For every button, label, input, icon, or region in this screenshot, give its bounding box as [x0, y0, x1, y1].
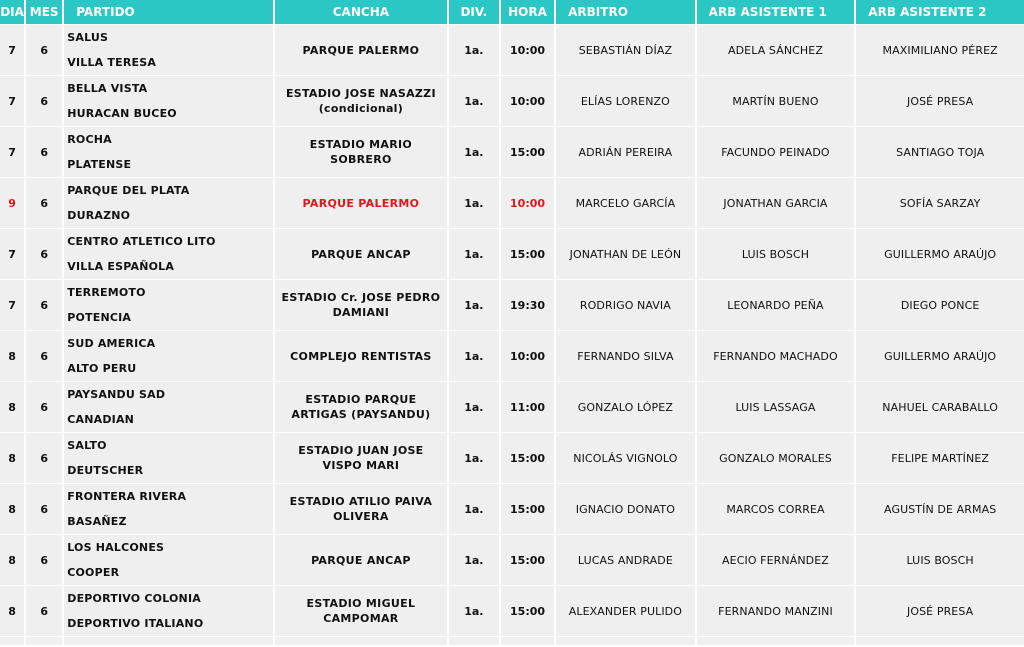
cancha-cell: PARQUE ANCAP [275, 229, 447, 280]
arbitro-cell: NICOLÁS VIGNOLO [556, 433, 695, 484]
empty-cell [501, 637, 554, 646]
partido-cell [64, 331, 273, 382]
mes-cell: 6 [26, 127, 62, 178]
asistente-2-cell: MAXIMILIANO PÉREZ [856, 25, 1024, 76]
dia-cell: 9 [0, 178, 24, 229]
empty-cell [64, 637, 273, 646]
cancha-cell: COMPLEJO RENTISTAS [275, 331, 447, 382]
cancha-cell: ESTADIO PARQUE ARTIGAS (PAYSANDU) [275, 382, 447, 433]
away-team: VILLA TERESA [67, 56, 157, 69]
mes-cell: 6 [26, 229, 62, 280]
mes-cell: 6 [26, 586, 62, 637]
table-row [0, 586, 1024, 637]
mes-cell: 6 [26, 25, 62, 76]
arbitro-cell: FERNANDO SILVA [556, 331, 695, 382]
header-asistente-1: ARB ASISTENTE 1 [697, 0, 855, 25]
table-row [0, 535, 1024, 586]
arbitro-cell: MARCELO GARCÍA [556, 178, 695, 229]
away-team: DURAZNO [67, 209, 131, 222]
mes-cell: 6 [26, 331, 62, 382]
home-team: LOS HALCONES [67, 541, 165, 554]
hora-cell: 10:00 [501, 331, 554, 382]
partido-cell [64, 178, 273, 229]
partido-cell [64, 484, 273, 535]
table-row [0, 229, 1024, 280]
asistente-2-cell: JOSÉ PRESA [856, 76, 1024, 127]
hora-cell: 15:00 [501, 229, 554, 280]
partido-cell [64, 25, 273, 76]
table-row [0, 433, 1024, 484]
header-hora: HORA [501, 0, 554, 25]
home-team: PAYSANDU SAD [67, 388, 166, 401]
cancha-cell: ESTADIO JOSE NASAZZI (condicional) [275, 76, 447, 127]
div-cell: 1a. [449, 382, 499, 433]
empty-cell [556, 637, 695, 646]
table-row [0, 25, 1024, 76]
arbitro-cell: ADRIÁN PEREIRA [556, 127, 695, 178]
asistente-1-cell: LEONARDO PEÑA [697, 280, 855, 331]
away-team: CANADIAN [67, 413, 135, 426]
empty-cell [0, 637, 24, 646]
cancha-cell: ESTADIO MIGUEL CAMPOMAR [275, 586, 447, 637]
mes-cell: 6 [26, 535, 62, 586]
dia-cell: 7 [0, 127, 24, 178]
cancha-cell: ESTADIO JUAN JOSE VISPO MARI [275, 433, 447, 484]
partido-cell [64, 433, 273, 484]
table-row [0, 76, 1024, 127]
dia-cell: 8 [0, 484, 24, 535]
away-team: COOPER [67, 566, 120, 579]
empty-cell [856, 637, 1024, 646]
asistente-1-cell: FACUNDO PEINADO [697, 127, 855, 178]
home-team: SALUS [67, 31, 109, 44]
partido-cell [64, 280, 273, 331]
home-team: PARQUE DEL PLATA [67, 184, 190, 197]
partido-cell [64, 127, 273, 178]
arbitro-cell: RODRIGO NAVIA [556, 280, 695, 331]
table-row [0, 127, 1024, 178]
away-team: PLATENSE [67, 158, 132, 171]
asistente-2-cell: SANTIAGO TOJA [856, 127, 1024, 178]
header-div: DIV. [449, 0, 499, 25]
asistente-2-cell: AGUSTÍN DE ARMAS [856, 484, 1024, 535]
arbitro-cell: ELÍAS LORENZO [556, 76, 695, 127]
asistente-1-cell: ADELA SÁNCHEZ [697, 25, 855, 76]
header-mes: MES [26, 0, 62, 25]
cancha-cell: PARQUE ANCAP [275, 535, 447, 586]
away-team: DEPORTIVO ITALIANO [67, 617, 204, 630]
header-row [0, 0, 1024, 25]
arbitro-cell: SEBASTIÁN DÍAZ [556, 25, 695, 76]
partido-cell [64, 76, 273, 127]
empty-cell [449, 637, 499, 646]
dia-cell: 7 [0, 25, 24, 76]
asistente-1-cell: GONZALO MORALES [697, 433, 855, 484]
div-cell: 1a. [449, 484, 499, 535]
partido-cell [64, 535, 273, 586]
dia-cell: 7 [0, 76, 24, 127]
cancha-cell: ESTADIO Cr. JOSE PEDRO DAMIANI [275, 280, 447, 331]
home-team: DEPORTIVO COLONIA [67, 592, 201, 605]
away-team: ALTO PERU [67, 362, 137, 375]
arbitro-cell: LUCAS ANDRADE [556, 535, 695, 586]
asistente-2-cell: SOFÍA SARZAY [856, 178, 1024, 229]
dia-cell: 7 [0, 280, 24, 331]
header-cancha: CANCHA [275, 0, 447, 25]
fixture-rows [0, 25, 1024, 646]
hora-cell: 15:00 [501, 127, 554, 178]
div-cell: 1a. [449, 127, 499, 178]
mes-cell: 6 [26, 433, 62, 484]
dia-cell: 8 [0, 382, 24, 433]
cancha-cell: ESTADIO ATILIO PAIVA OLIVERA [275, 484, 447, 535]
partido-cell [64, 586, 273, 637]
div-cell: 1a. [449, 586, 499, 637]
asistente-1-cell: MARCOS CORREA [697, 484, 855, 535]
table-row-partial [0, 637, 1024, 646]
arbitro-cell: JONATHAN DE LEÓN [556, 229, 695, 280]
away-team: HURACAN BUCEO [67, 107, 177, 120]
dia-cell: 8 [0, 535, 24, 586]
hora-cell: 15:00 [501, 535, 554, 586]
table-row [0, 280, 1024, 331]
asistente-2-cell: GUILLERMO ARAÚJO [856, 331, 1024, 382]
away-team: POTENCIA [67, 311, 132, 324]
asistente-2-cell: JOSÉ PRESA [856, 586, 1024, 637]
asistente-1-cell: FERNANDO MACHADO [697, 331, 855, 382]
table-row [0, 331, 1024, 382]
partido-cell [64, 382, 273, 433]
dia-cell: 8 [0, 433, 24, 484]
mes-cell: 6 [26, 382, 62, 433]
hora-cell: 10:00 [501, 76, 554, 127]
hora-cell: 11:00 [501, 382, 554, 433]
away-team: BASAÑEZ [67, 515, 127, 528]
div-cell: 1a. [449, 280, 499, 331]
empty-cell [275, 637, 447, 646]
asistente-2-cell: GUILLERMO ARAÚJO [856, 229, 1024, 280]
div-cell: 1a. [449, 331, 499, 382]
mes-cell: 6 [26, 280, 62, 331]
div-cell: 1a. [449, 76, 499, 127]
header-dia: DIA [0, 0, 24, 25]
cancha-cell: PARQUE PALERMO [275, 25, 447, 76]
home-team: ROCHA [67, 133, 112, 146]
arbitro-cell: GONZALO LÓPEZ [556, 382, 695, 433]
div-cell: 1a. [449, 433, 499, 484]
asistente-1-cell: AECIO FERNÁNDEZ [697, 535, 855, 586]
mes-cell: 6 [26, 76, 62, 127]
div-cell: 1a. [449, 178, 499, 229]
partido-cell [64, 229, 273, 280]
div-cell: 1a. [449, 535, 499, 586]
asistente-1-cell: FERNANDO MANZINI [697, 586, 855, 637]
header-arbitro: ARBITRO [556, 0, 695, 25]
hora-cell: 19:30 [501, 280, 554, 331]
div-cell: 1a. [449, 25, 499, 76]
mes-cell: 6 [26, 178, 62, 229]
cancha-cell: PARQUE PALERMO [275, 178, 447, 229]
hora-cell: 15:00 [501, 433, 554, 484]
mes-cell: 6 [26, 484, 62, 535]
dia-cell: 8 [0, 586, 24, 637]
asistente-1-cell: JONATHAN GARCIA [697, 178, 855, 229]
asistente-1-cell: MARTÍN BUENO [697, 76, 855, 127]
table-row [0, 484, 1024, 535]
home-team: TERREMOTO [67, 286, 146, 299]
empty-cell [697, 637, 855, 646]
hora-cell: 10:00 [501, 178, 554, 229]
dia-cell: 7 [0, 229, 24, 280]
asistente-2-cell: DIEGO PONCE [856, 280, 1024, 331]
cancha-cell: ESTADIO MARIO SOBRERO [275, 127, 447, 178]
header-partido: PARTIDO [64, 0, 273, 25]
arbitro-cell: ALEXANDER PULIDO [556, 586, 695, 637]
home-team: SUD AMERICA [67, 337, 156, 350]
empty-cell [26, 637, 62, 646]
dia-cell: 8 [0, 331, 24, 382]
asistente-1-cell: LUIS LASSAGA [697, 382, 855, 433]
arbitro-cell: IGNACIO DONATO [556, 484, 695, 535]
table-row [0, 382, 1024, 433]
home-team: FRONTERA RIVERA [67, 490, 187, 503]
asistente-2-cell: NAHUEL CARABALLO [856, 382, 1024, 433]
home-team: CENTRO ATLETICO LITO [67, 235, 216, 248]
home-team: BELLA VISTA [67, 82, 148, 95]
asistente-2-cell: FELIPE MARTÍNEZ [856, 433, 1024, 484]
hora-cell: 15:00 [501, 484, 554, 535]
away-team: VILLA ESPAÑOLA [67, 260, 175, 273]
away-team: DEUTSCHER [67, 464, 144, 477]
table-row-highlighted [0, 178, 1024, 229]
hora-cell: 10:00 [501, 25, 554, 76]
header-asistente-2: ARB ASISTENTE 2 [856, 0, 1024, 25]
div-cell: 1a. [449, 229, 499, 280]
hora-cell: 15:00 [501, 586, 554, 637]
asistente-2-cell: LUIS BOSCH [856, 535, 1024, 586]
asistente-1-cell: LUIS BOSCH [697, 229, 855, 280]
home-team: SALTO [67, 439, 107, 452]
